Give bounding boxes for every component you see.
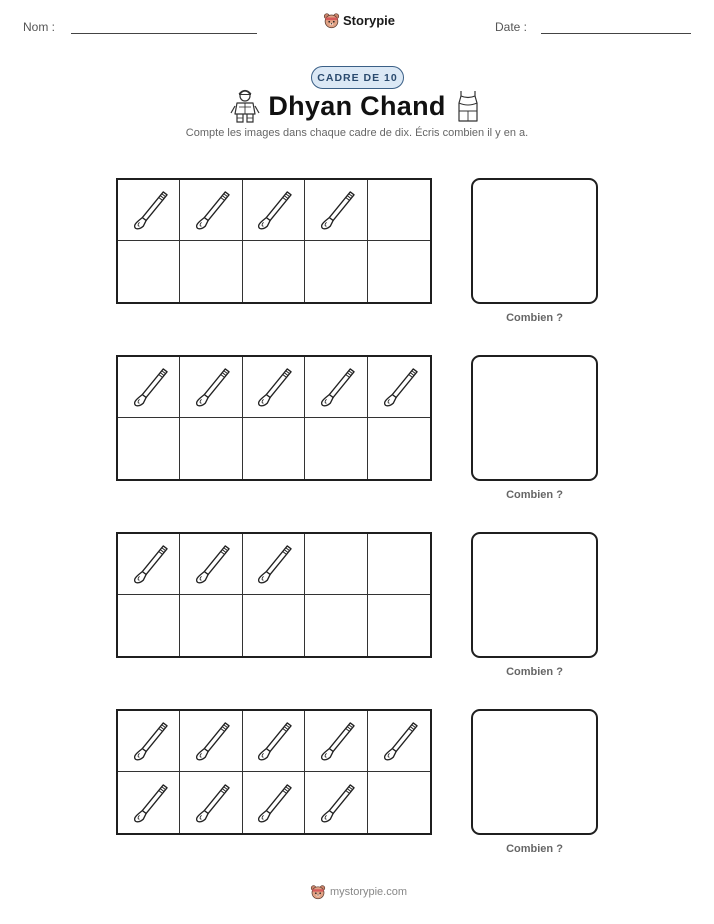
ten-frame-cell	[305, 772, 367, 833]
date-label: Date :	[495, 20, 528, 34]
ten-frame-cell	[118, 711, 180, 772]
instructions: Compte les images dans chaque cadre de dix. Écris combien il y en a.	[185, 127, 529, 139]
brand	[323, 12, 395, 29]
ten-frame-cell	[118, 534, 180, 595]
hockey-stick-icon	[380, 366, 418, 408]
ten-frame-cell	[305, 534, 367, 595]
ten-frame-cell	[243, 595, 305, 656]
footer	[310, 884, 407, 900]
ten-frame-cell	[368, 711, 430, 772]
footer-url[interactable]: mystorypie.com	[330, 886, 408, 898]
ten-frame	[116, 709, 432, 835]
hockey-stick-icon	[192, 720, 230, 762]
hockey-stick-icon	[192, 543, 230, 585]
hockey-stick-icon	[192, 782, 230, 824]
hockey-stick-icon	[130, 366, 168, 408]
ten-frame-cell	[180, 180, 242, 241]
answer-box[interactable]	[471, 355, 598, 481]
ten-frame-cell	[368, 241, 430, 302]
ten-frame-cell	[305, 180, 367, 241]
ten-frame-cell	[118, 241, 180, 302]
ten-frame-cell	[305, 357, 367, 418]
hockey-stick-icon	[254, 366, 292, 408]
answer-box[interactable]	[471, 178, 598, 304]
hockey-stick-icon	[130, 720, 168, 762]
ten-frame-cell	[243, 534, 305, 595]
ten-frame-cell	[243, 180, 305, 241]
date-field-line[interactable]	[541, 33, 691, 34]
ten-frame-cell	[180, 595, 242, 656]
answer-label: Combien ?	[506, 312, 563, 324]
jersey-icon	[453, 89, 483, 123]
hockey-stick-icon	[254, 543, 292, 585]
hockey-stick-icon	[130, 543, 168, 585]
ten-frame-cell	[180, 357, 242, 418]
ten-frame-cell	[180, 772, 242, 833]
hockey-stick-icon	[317, 782, 355, 824]
hockey-stick-icon	[254, 189, 292, 231]
ten-frame-cell	[243, 357, 305, 418]
ten-frame-cell	[305, 711, 367, 772]
ten-frame-cell	[368, 595, 430, 656]
worksheet-type-badge: CADRE DE 10	[311, 66, 404, 89]
hockey-stick-icon	[192, 189, 230, 231]
bear-logo-icon	[310, 884, 326, 900]
ten-frame	[116, 178, 432, 304]
hockey-stick-icon	[254, 720, 292, 762]
page-title: Dhyan Chand	[268, 91, 446, 121]
hockey-stick-icon	[254, 782, 292, 824]
ten-frame-cell	[118, 772, 180, 833]
hockey-stick-icon	[130, 782, 168, 824]
answer-label: Combien ?	[506, 489, 563, 501]
name-field-line[interactable]	[71, 33, 257, 34]
hockey-stick-icon	[192, 366, 230, 408]
bear-logo-icon	[323, 12, 340, 29]
ten-frame-cell	[180, 418, 242, 479]
ten-frame-cell	[305, 241, 367, 302]
hockey-stick-icon	[380, 720, 418, 762]
ten-frame-cell	[118, 595, 180, 656]
answer-box[interactable]	[471, 532, 598, 658]
ten-frame-cell	[180, 711, 242, 772]
ten-frame-cell	[305, 418, 367, 479]
ten-frame-cell	[180, 241, 242, 302]
ten-frame-cell	[368, 534, 430, 595]
ten-frame-cell	[243, 772, 305, 833]
ten-frame-cell	[368, 180, 430, 241]
name-label: Nom :	[23, 20, 56, 34]
hockey-stick-icon	[317, 720, 355, 762]
hockey-stick-icon	[130, 189, 168, 231]
brand-name: Storypie	[343, 13, 396, 28]
ten-frame	[116, 355, 432, 481]
answer-label: Combien ?	[506, 843, 563, 855]
ten-frame-cell	[243, 711, 305, 772]
ten-frame-cell	[243, 241, 305, 302]
answer-label: Combien ?	[506, 666, 563, 678]
ten-frame	[116, 532, 432, 658]
answer-box[interactable]	[471, 709, 598, 835]
ten-frame-cell	[305, 595, 367, 656]
ten-frame-cell	[118, 357, 180, 418]
ten-frame-cell	[118, 180, 180, 241]
ten-frame-cell	[368, 357, 430, 418]
hockey-stick-icon	[317, 366, 355, 408]
ten-frame-cell	[243, 418, 305, 479]
ten-frame-cell	[368, 418, 430, 479]
hockey-stick-icon	[317, 189, 355, 231]
ten-frame-cell	[118, 418, 180, 479]
ten-frame-cell	[368, 772, 430, 833]
ten-frame-cell	[180, 534, 242, 595]
